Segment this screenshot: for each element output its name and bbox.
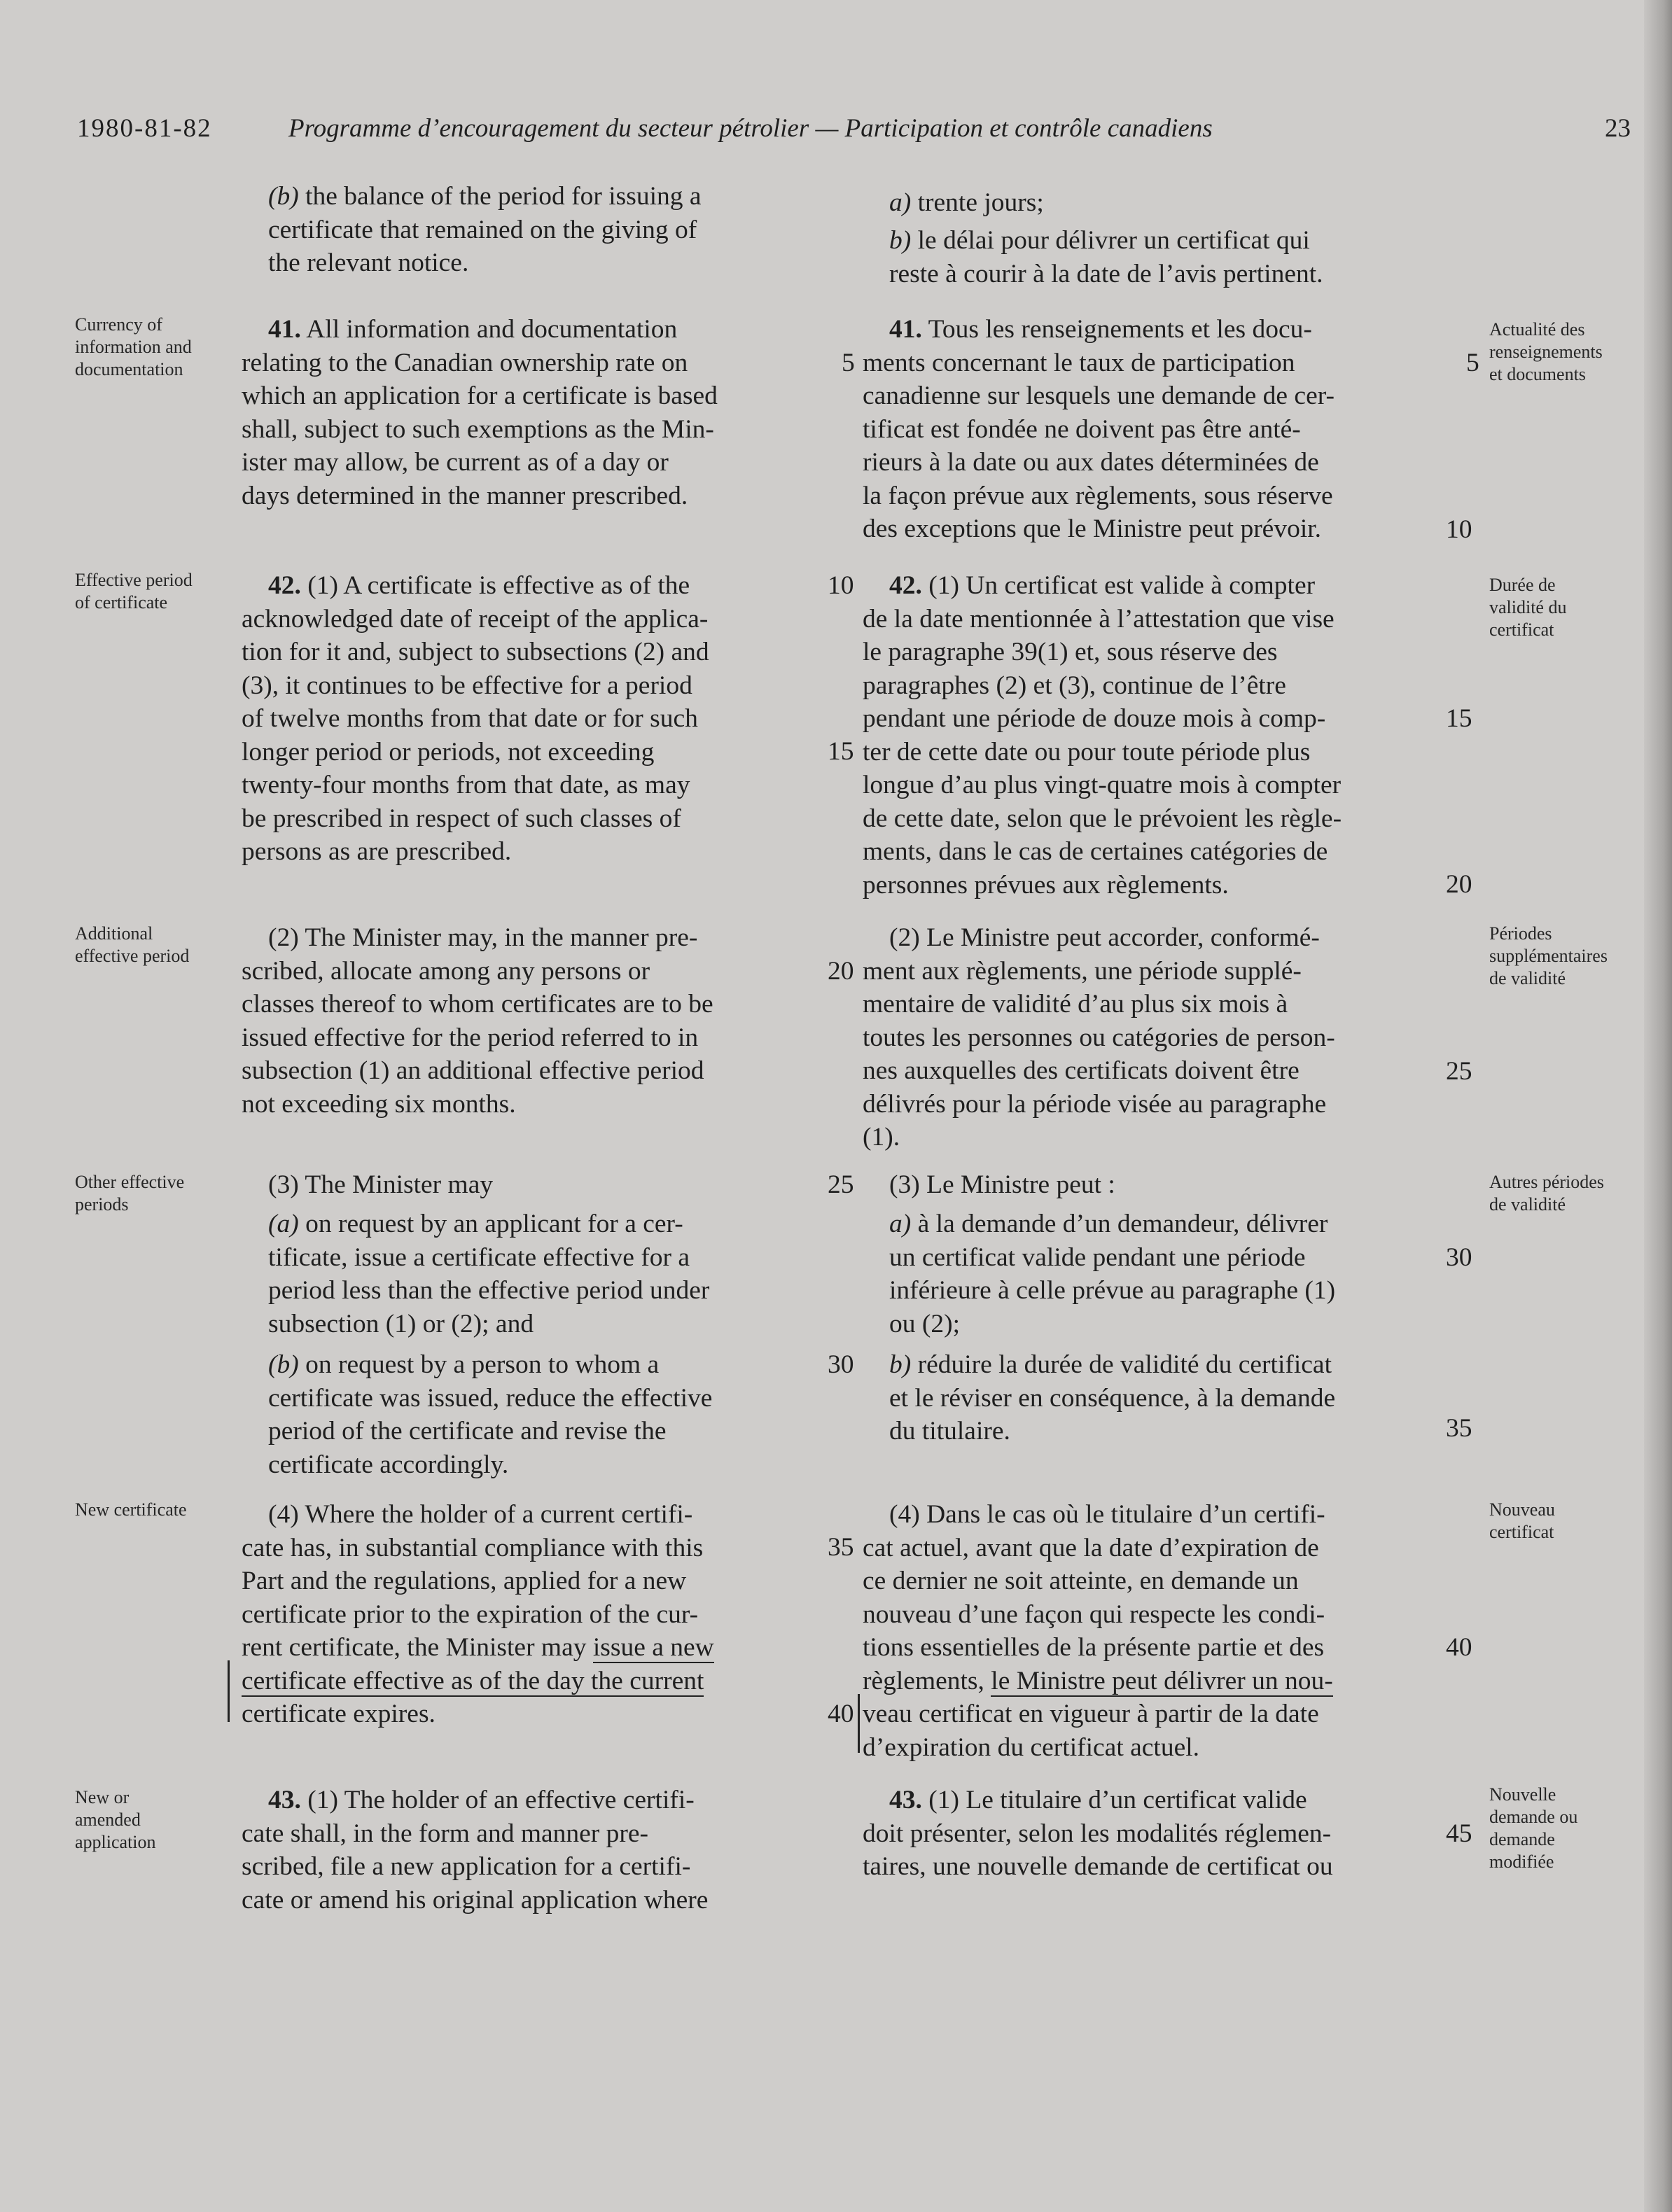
en-para-b-continued: (b) the balance of the period for issuing a certificate that remained on the giving of the relevant notice.: [268, 182, 702, 277]
line-number: 20: [828, 957, 854, 986]
margin-note-fr-43: Nouvelle demande ou demande modifiée: [1489, 1784, 1578, 1872]
line-number: 35: [1446, 1414, 1472, 1443]
en-section-42-3-b: (b) on request by a person to whom a certificate was issued, reduce the effective period of the certificate and revise the certificate accordingly.: [268, 1350, 713, 1479]
margin-note-fr-41: Actualité des renseignements et documents: [1489, 319, 1603, 384]
en-section-42-1: 42. (1) A certificate is effective as of the acknowledged date of receipt of the applica- tion for it and, subject to subsections (2) and (3), it continues to be effective for a period of twelve months from that date or for such longer period or periods, not exceeding twenty-four months from that date, as may be prescribed in respect of such classes of persons as are prescribed.: [242, 571, 709, 866]
margin-note-en-42-4: New certificate: [75, 1499, 187, 1520]
line-number: 25: [828, 1170, 854, 1199]
en-section-42-3-a: (a) on request by an applicant for a cer- tificate, issue a certificate effective for a period less than the effective period under subsection (1) or (2); and: [268, 1210, 710, 1338]
en-section-42-3: (3) The Minister may: [268, 1170, 494, 1199]
header-year: 1980-81-82: [77, 114, 212, 143]
margin-note-en-43: New or amended application: [75, 1787, 156, 1852]
margin-note-fr-42-4: Nouveau certificat: [1489, 1499, 1555, 1542]
header-title: Programme d’encouragement du secteur pétrolier — Participation et contrôle canadiens: [288, 114, 1213, 143]
margin-note-fr-42-1: Durée de validité du certificat: [1489, 575, 1567, 640]
line-number: 15: [1446, 704, 1472, 733]
line-number: 30: [828, 1350, 854, 1379]
line-number: 10: [1446, 515, 1472, 544]
margin-note-en-42-1: Effective period of certificate: [75, 570, 193, 612]
line-number: 15: [828, 737, 854, 766]
en-section-43: 43. (1) The holder of an effective certifi- cate shall, in the form and manner pre- scribed, file a new application for a certifi- cate or amend his original application where: [242, 1786, 709, 1914]
margin-note-fr-42-2: Périodes supplémentaires de validité: [1489, 923, 1608, 988]
margin-note-en-41: Currency of information and documentation: [75, 314, 192, 379]
fr-section-42-4: (4) Dans le cas où le titulaire d’un certifi- cat actuel, avant que la date d’expiration de ce dernier ne soit atteinte, en demande un nouveau d’une façon qui respecte les condi- tions essentielles de la présente partie et des règlements, le Ministre peut délivrer un nou- veau certificat en vigueur à partir de la date d’expiration du certificat actuel.: [863, 1500, 1333, 1762]
page-number: 23: [1605, 114, 1631, 143]
change-bar-fr: [858, 1694, 860, 1753]
line-number: 10: [828, 571, 854, 600]
en-section-42-2: (2) The Minister may, in the manner pre- scribed, allocate among any persons or classes thereof to whom certificates are to be issued effective for the period referred to in subsection (1) an additional effective period not exceeding six months.: [242, 923, 713, 1119]
line-number: 40: [1446, 1633, 1472, 1662]
line-number: 20: [1446, 870, 1472, 899]
fr-section-42-2: (2) Le Ministre peut accorder, conformé- ment aux règlements, une période supplé- mentaire de validité d’au plus six mois à toutes les personnes ou catégories de person- nes auxquelles des certificats doivent être délivrés pour la période visée au paragraphe (1).: [863, 923, 1335, 1152]
en-section-41: 41. All information and documentation relating to the Canadian ownership rate on which an application for a certificate is based shall, subject to such exemptions as the Min- ister may allow, be current as of a day or days determined in the manner prescribed.: [242, 315, 718, 510]
fr-section-42-1: 42. (1) Un certificat est valide à compter de la date mentionnée à l’attestation que vise le paragraphe 39(1) et, sous réserve des paragraphes (2) et (3), continue de l’être pendant une période de douze mois à comp- ter de cette date ou pour toute période plus longue d’au plus vingt-quatre mois à compter de cette date, selon que le prévoient les règle- ments, dans le cas de certaines catégories de personnes prévues aux règlements.: [863, 571, 1342, 899]
margin-note-en-42-3: Other effective periods: [75, 1172, 185, 1214]
fr-section-42-3-a: a) à la demande d’un demandeur, délivrer un certificat valide pendant une période inférieure à celle prévue au paragraphe (1) ou (2);: [889, 1210, 1336, 1338]
line-number: 45: [1446, 1819, 1472, 1848]
line-number: 5: [1466, 349, 1479, 377]
fr-section-42-3-b: b) réduire la durée de validité du certificat et le réviser en conséquence, à la demande du titulaire.: [889, 1350, 1336, 1446]
fr-para-a-continued: a) trente jours;: [889, 188, 1044, 217]
fr-para-b-continued: b) le délai pour délivrer un certificat qui reste à courir à la date de l’avis pertinent.: [889, 226, 1323, 288]
line-number: 5: [842, 349, 855, 377]
margin-note-fr-42-3: Autres périodes de validité: [1489, 1172, 1604, 1214]
amended-text-underline: issue a new: [592, 1633, 714, 1662]
fr-section-42-3: (3) Le Ministre peut :: [889, 1170, 1115, 1199]
fr-section-43: 43. (1) Le titulaire d’un certificat valide doit présenter, selon les modalités réglemen- taires, une nouvelle demande de certificat ou: [863, 1786, 1333, 1881]
en-section-42-4: (4) Where the holder of a current certifi- cate has, in substantial compliance with this Part and the regulations, applied for a new certificate prior to the expiration of the cur- rent certificate, the Minister may issue a new certificate effective as of the day the current certificate expires.: [242, 1500, 714, 1728]
change-bar-en: [228, 1660, 230, 1722]
line-number: 40: [828, 1700, 854, 1728]
line-number: 25: [1446, 1057, 1472, 1086]
line-number: 35: [828, 1533, 854, 1562]
margin-note-en-42-2: Additional effective period: [75, 923, 190, 966]
line-number: 30: [1446, 1243, 1472, 1272]
fr-section-41: 41. Tous les renseignements et les docu- ments concernant le taux de participation canadienne sur lesquels une demande de cer- tificat est fondée ne doivent pas être anté- rieurs à la date ou aux dates déterminées de la façon prévue aux règlements, sous réserve des exceptions que le Ministre peut prévoir.: [863, 315, 1335, 543]
